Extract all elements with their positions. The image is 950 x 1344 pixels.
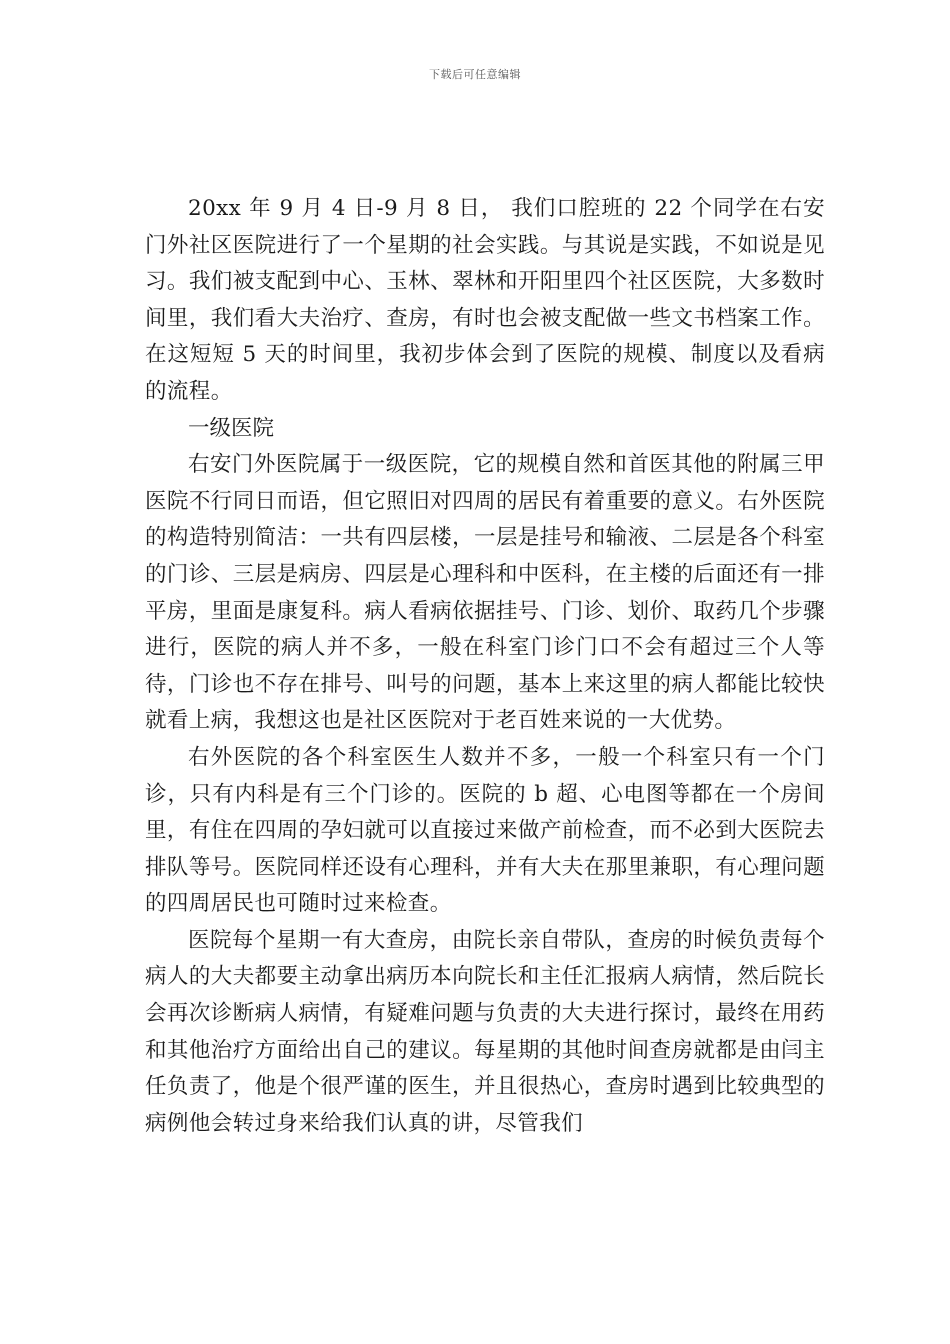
section-heading: 一级医院	[188, 415, 275, 441]
paragraph-hospital-structure: 右安门外医院属于一级医院，它的规模自然和首医其他的附属三甲医院不行同日而语，但它照旧对四周的居民有着重要的意义。右外医院的构造特别简洁：一共有四层楼，一层是挂号和输液、二层是各个科室的门诊、三层是病房、四层是心理科和中医科，在主楼的后面还有一排平房，里面是康复科。病人看病依据挂号、门诊、划价、取药几个步骤进行，医院的病人并不多，一般在科室门诊门口不会有超过三个人等待，门诊也不存在排号、叫号的问题，基本上来这里的病人都能比较快就看上病，我想这也是社区医院对于老百姓来说的一大优势。	[145, 452, 825, 734]
paragraph-departments: 右外医院的各个科室医生人数并不多，一般一个科室只有一个门诊，只有内科是有三个门诊的。医院的 b 超、心电图等都在一个房间里，有住在四周的孕妇就可以直接过来做产前检查，而不必到大医院去排队等号。医院同样还设有心理科，并有大夫在那里兼职，有心理问题的四周居民也可随时过来检查。	[145, 744, 825, 917]
paragraph-ward-rounds: 医院每个星期一有大查房，由院长亲自带队，查房的时候负责每个病人的大夫都要主动拿出病历本向院长和主任汇报病人病情，然后院长会再次诊断病人病情，有疑难问题与负责的大夫进行探讨，最终在用药和其他治疗方面给出自己的建议。每星期的其他时间查房就都是由闫主任负责了，他是个很严谨的医生，并且很热心，查房时遇到比较典型的病例他会转过身来给我们认真的讲，尽管我们	[145, 927, 825, 1136]
paragraph-intro: 20xx 年 9 月 4 日-9 月 8 日， 我们口腔班的 22 个同学在右安门外社区医院进行了一个星期的社会实践。与其说是实践，不如说是见习。我们被支配到中心、玉林、翠林和开阳里四个社区医院，大多数时间里，我们看大夫治疗、查房，有时也会被支配做一些文书档案工作。在这短短 5 天的时间里，我初步体会到了医院的规模、制度以及看病的流程。	[145, 196, 825, 404]
document-body	[145, 191, 825, 1142]
page-header-note: 下载后可任意编辑	[429, 68, 521, 81]
